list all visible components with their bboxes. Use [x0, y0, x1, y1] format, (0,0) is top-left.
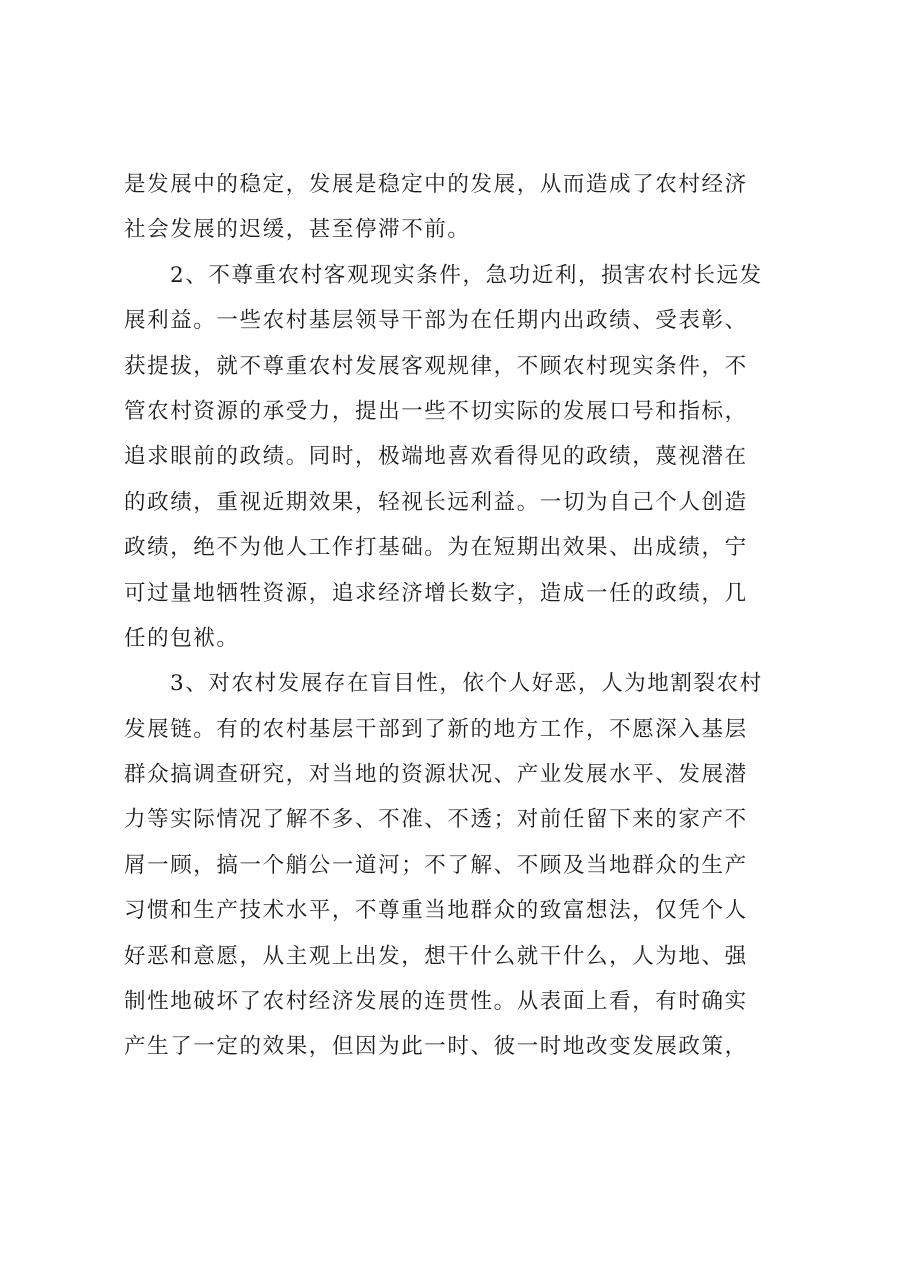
text-line: 社会发展的迟缓，甚至停滞不前。 — [124, 217, 471, 243]
text-line: 追求眼前的政绩。同时，极端地喜欢看得见的政绩，蔑视潜在 — [124, 444, 748, 470]
text-line: 力等实际情况了解不多、不准、不透；对前任留下来的家产不 — [124, 807, 748, 833]
text-line: 屑一顾，搞一个艄公一道河；不了解、不顾及当地群众的生产 — [124, 852, 748, 878]
text-line: 管农村资源的承受力，提出一些不切实际的发展口号和指标， — [124, 398, 748, 424]
text-line: 产生了一定的效果，但因为此一时、彼一时地改变发展政策， — [124, 1034, 748, 1060]
text-line: 展利益。一些农村基层领导干部为在任期内出政绩、受表彰、 — [124, 308, 748, 334]
text-line: 制性地破坏了农村经济发展的连贯性。从表面上看，有时确实 — [124, 989, 748, 1015]
text-line: 好恶和意愿，从主观上出发，想干什么就干什么，人为地、强 — [124, 943, 748, 969]
text-line: 习惯和生产技术水平，不尊重当地群众的致富想法，仅凭个人 — [124, 898, 748, 924]
text-line: 任的包袱。 — [124, 625, 240, 651]
text-line: 是发展中的稳定，发展是稳定中的发展，从而造成了农村经济 — [124, 172, 748, 197]
text-line: 可过量地牺牲资源，追求经济增长数字，造成一任的政绩，几 — [124, 580, 748, 606]
text-line: 群众搞调查研究，对当地的资源状况、产业发展水平、发展潜 — [124, 762, 748, 788]
text-line: 获提拔，就不尊重农村发展客观规律，不顾农村现实条件，不 — [124, 353, 748, 379]
paragraph-first-line: 2、不尊重农村客观现实条件，急功近利，损害农村长远发 — [170, 262, 763, 288]
text-line: 的政绩，重视近期效果，轻视长远利益。一切为自己个人创造 — [124, 489, 748, 515]
text-line: 政绩，绝不为他人工作打基础。为在短期出效果、出成绩，宁 — [124, 535, 748, 561]
paragraph-first-line: 3、对农村发展存在盲目性，依个人好恶，人为地割裂农村 — [170, 671, 763, 697]
body-text — [124, 162, 804, 1070]
text-line: 发展链。有的农村基层干部到了新的地方工作，不愿深入基层 — [124, 716, 748, 742]
